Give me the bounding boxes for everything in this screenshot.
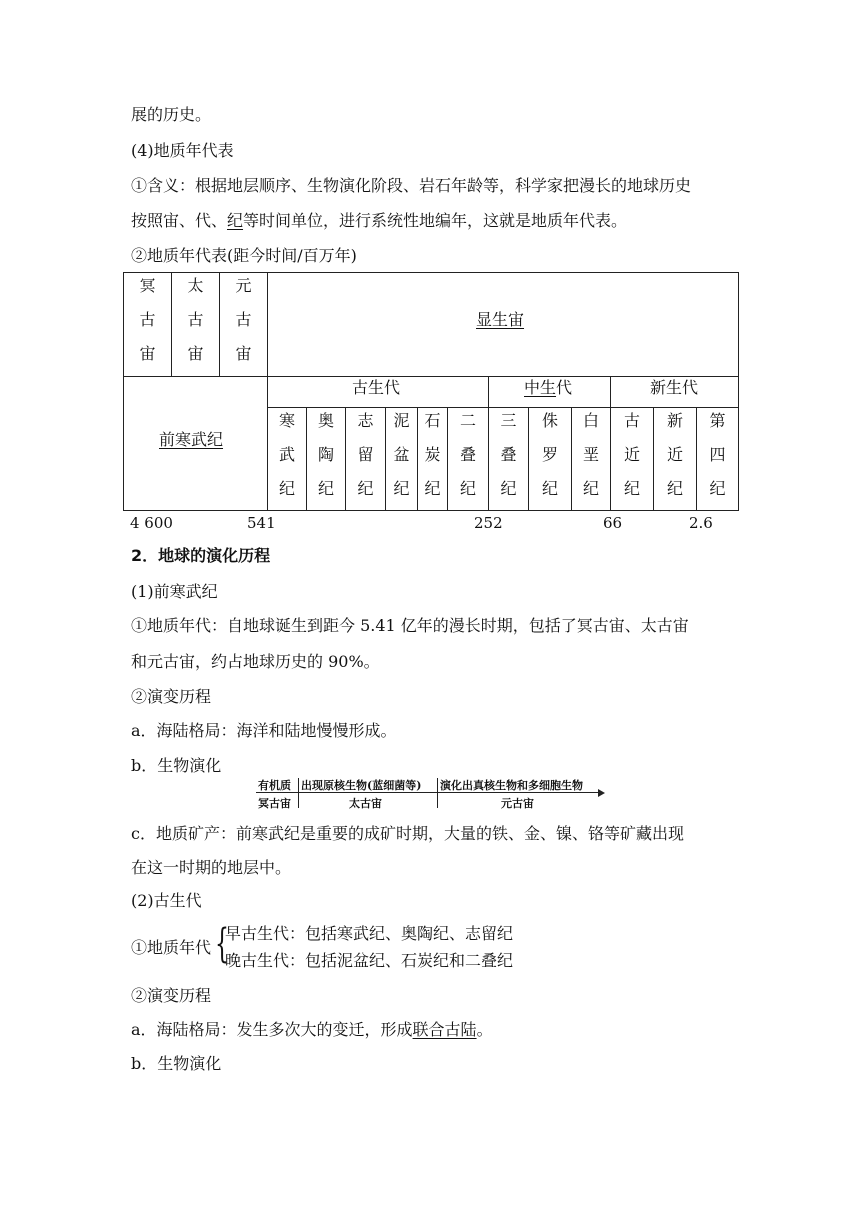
table-title: ②地质年代表(距今时间/百万年) <box>131 246 357 265</box>
period-cretaceous: 白 垩 纪 <box>582 411 599 498</box>
era-mesozoic: 中生代 <box>524 378 573 397</box>
paleozoic-age-label: ①地质年代 <box>131 938 212 957</box>
period-jurassic: 侏 罗 纪 <box>541 411 558 498</box>
precambrian-age-line-1: ①地质年代：自地球诞生到距今 5.41 亿年的漫长时期，包括了冥古宙、太古宙 <box>131 616 689 635</box>
eon-phanerozoic: 显生宙 <box>476 310 525 329</box>
period-paleogene: 古 近 纪 <box>623 411 640 498</box>
paleozoic-evolution-title: ②演变历程 <box>131 986 212 1005</box>
paleozoic-bio-title: b．生物演化 <box>131 1054 222 1073</box>
definition-line-2: 按照宙、代、纪等时间单位，进行系统性地编年，这就是地质年代表。 <box>131 211 628 230</box>
precambrian-minerals-line-2: 在这一时期的地层中。 <box>131 858 292 877</box>
curly-brace-icon: { <box>215 921 229 967</box>
flow-eon-archean: 太古宙 <box>349 797 382 810</box>
eon-archean: 太 古 宙 <box>187 276 204 363</box>
period-ordovician: 奥 陶 纪 <box>317 411 334 498</box>
precambrian-age-line-2: 和元古宙，约占地球历史的 90%。 <box>131 652 380 671</box>
paleozoic-sea-land: a．海陆格局：发生多次大的变迁，形成联合古陆。 <box>131 1020 493 1039</box>
definition-line-1: ①含义：根据地层顺序、生物演化阶段、岩石年龄等，科学家把漫长的地球历史 <box>131 176 692 195</box>
period-permian: 二 叠 纪 <box>459 411 476 498</box>
period-devonian: 泥 盆 纪 <box>393 411 410 498</box>
paleozoic-early: 早古生代：包括寒武纪、奥陶纪、志留纪 <box>225 924 514 943</box>
time-tick-4600: 4 600 <box>130 514 173 532</box>
era-precambrian: 前寒武纪 <box>159 430 224 449</box>
era-cenozoic: 新生代 <box>650 378 699 397</box>
eon-hadean: 冥 古 宙 <box>139 276 156 363</box>
paleozoic-title: (2)古生代 <box>131 891 202 910</box>
period-carboniferous: 石 炭 纪 <box>424 411 441 498</box>
flow-eon-hadean: 冥古宙 <box>258 797 291 810</box>
time-tick-66: 66 <box>603 514 623 532</box>
time-tick-2.6: 2.6 <box>689 514 713 532</box>
period-cambrian: 寒 武 纪 <box>278 411 295 498</box>
section-2-title: 2．地球的演化历程 <box>131 546 271 565</box>
era-paleozoic: 古生代 <box>352 378 401 397</box>
section-4-title: (4)地质年代表 <box>131 141 234 160</box>
arrow-head-icon <box>598 789 605 797</box>
precambrian-title: (1)前寒武纪 <box>131 582 218 601</box>
period-triassic: 三 叠 纪 <box>500 411 517 498</box>
period-silurian: 志 留 纪 <box>357 411 374 498</box>
precambrian-evolution-title: ②演变历程 <box>131 687 212 706</box>
intro-tail-text: 展的历史。 <box>131 105 212 124</box>
flow-eukaryotes: 演化出真核生物和多细胞生物 <box>440 779 583 792</box>
precambrian-bio-title: b．生物演化 <box>131 756 222 775</box>
period-neogene: 新 近 纪 <box>666 411 683 498</box>
precambrian-minerals-line-1: c．地质矿产：前寒武纪是重要的成矿时期，大量的铁、金、镍、铬等矿藏出现 <box>131 824 684 843</box>
flow-prokaryotes: 出现原核生物(蓝细菌等) <box>301 779 422 792</box>
flow-organic-matter: 有机质 <box>258 779 291 792</box>
paleozoic-late: 晚古生代：包括泥盆纪、石炭纪和二叠纪 <box>225 951 514 970</box>
period-quaternary: 第 四 纪 <box>709 411 726 498</box>
precambrian-sea-land: a．海陆格局：海洋和陆地慢慢形成。 <box>131 721 397 740</box>
flow-eon-proterozoic: 元古宙 <box>501 797 534 810</box>
eon-proterozoic: 元 古 宙 <box>235 276 252 363</box>
time-tick-252: 252 <box>474 514 503 532</box>
time-tick-541: 541 <box>247 514 276 532</box>
